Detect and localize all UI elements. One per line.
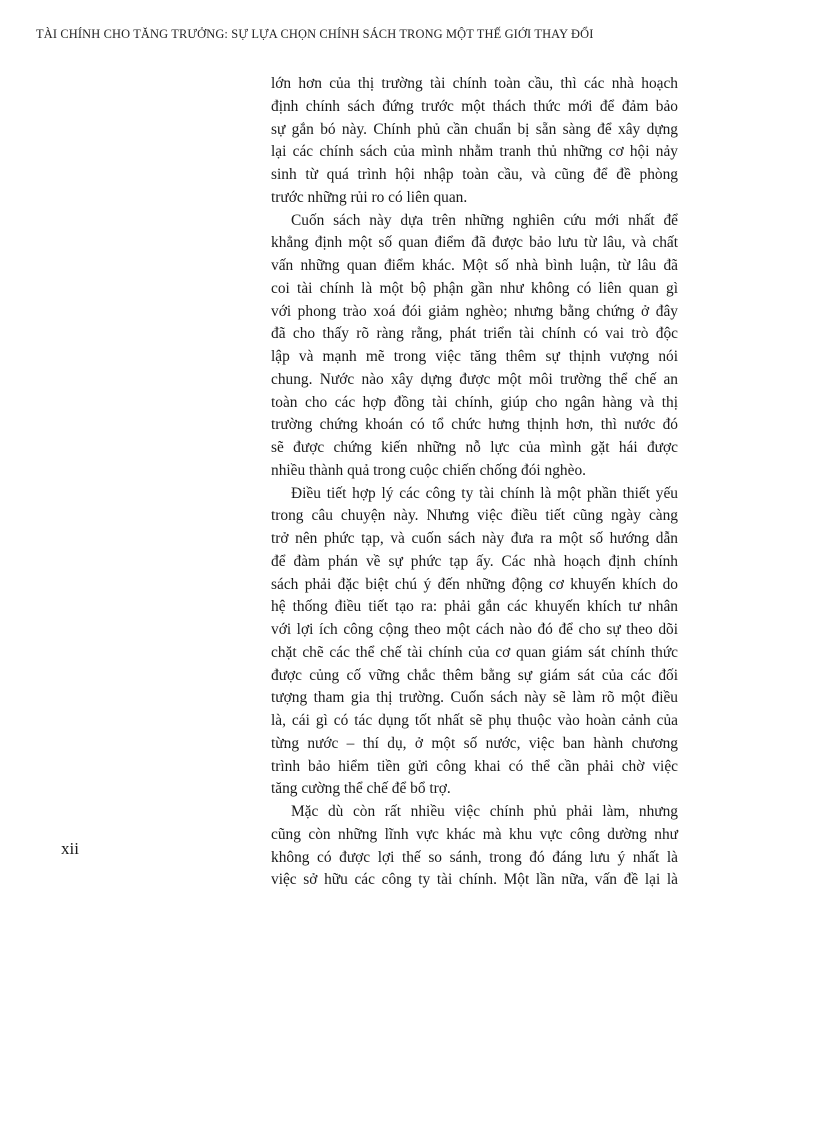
text-line: trở nên phức tạp, và cuốn sách này đưa ra một số hướng dẫn [271, 530, 678, 547]
text-line: lớn hơn của thị trường tài chính toàn cầu, thì các nhà hoạch [271, 75, 678, 92]
text-line: Điều tiết hợp lý các công ty tài chính là một phần thiết yếu [291, 484, 678, 502]
text-line: Cuốn sách này dựa trên những nghiên cứu mới nhất để [291, 211, 678, 229]
text-line: chặt chẽ các thể chế tài chính của cơ quan giám sát chính thức [271, 643, 678, 661]
text-line: sách phải đặc biệt chú ý đến những động cơ khuyến khích do [271, 575, 678, 593]
text-line: nhiều thành quả trong cuộc chiến chống đói nghèo. [271, 461, 586, 479]
text-line: trường chứng khoán có tổ chức hưng thịnh hơn, thì nước đó [271, 416, 678, 434]
text-line: khẳng định một số quan điểm đã được bảo lưu từ lâu, và chất [271, 234, 678, 252]
text-line: được củng cố vững chắc thêm bằng sự giám sát của các đối [271, 666, 678, 684]
text-line: từng nước – thí dụ, ở một số nước, việc ban hành chương [271, 734, 678, 752]
text-line: sinh từ quá trình hội nhập toàn cầu, và cũng để đề phòng [271, 166, 678, 183]
text-line: tăng cường thể chế để bổ trợ. [271, 780, 451, 798]
text-line: coi tài chính là một bộ phận gần như không có liên quan gì [271, 279, 678, 297]
text-line: sẽ được chứng kiến những nỗ lực của mình gặt hái được [271, 439, 678, 456]
page-number: xii [61, 839, 79, 858]
text-line: hệ thống điều tiết tạo ra: phải gắn các khuyến khích tư nhân [271, 598, 678, 616]
text-line: là, cái gì có tác dụng tốt nhất sẽ phụ thuộc vào hoàn cảnh của [271, 712, 678, 729]
running-header: TÀI CHÍNH CHO TĂNG TRƯỞNG: SỰ LỰA CHỌN CHÍNH SÁCH TRONG MỘT THẾ GIỚI THAY ĐỔI [36, 27, 594, 41]
text-line: đã cho thấy rõ ràng rằng, phát triển tài chính có vai trò độc [271, 325, 678, 343]
text-line: với phong trào xoá đói giảm nghèo; nhưng bằng chứng ở đây [271, 302, 678, 320]
text-line: sự gắn bó này. Chính phủ cần chuẩn bị sẵn sàng để xây dựng [271, 120, 678, 138]
text-line: Mặc dù còn rất nhiều việc chính phủ phải làm, nhưng [291, 803, 678, 820]
text-line: tượng tham gia thị trường. Cuốn sách này sẽ làm rõ một điều [271, 689, 678, 707]
text-line: trình bảo hiểm tiền gửi công khai có thể cần phải chờ việc [271, 757, 678, 775]
text-line: với lợi ích công cộng theo một cách nào đó để cho sự theo dõi [271, 621, 678, 638]
text-line: cũng còn những lĩnh vực khác mà khu vực công dường như [271, 825, 678, 843]
text-line: trước những rủi ro có liên quan. [271, 188, 468, 206]
body-text [271, 73, 678, 892]
text-line: lại các chính sách của mình nhằm tranh thủ những cơ hội nảy [271, 143, 678, 161]
text-line: việc sở hữu các công ty tài chính. Một lần nữa, vấn đề lại là [271, 871, 678, 889]
text-line: toàn cho các hợp đồng tài chính, giúp cho ngân hàng và thị [271, 393, 678, 411]
text-line: định chính sách đứng trước một thách thức mới để đảm bảo [271, 97, 678, 115]
text-line: để đàm phán về sự phức tạp ấy. Các nhà hoạch định chính [271, 552, 678, 570]
text-line: lập và mạnh mẽ trong việc tăng thêm sự thịnh vượng nói [271, 348, 678, 365]
text-line: vấn những quan điểm khác. Một số nhà bình luận, từ lâu đã [271, 257, 678, 274]
text-line: chung. Nước nào xây dựng được một môi trường thể chế an [271, 370, 678, 388]
text-line: trong câu chuyện này. Nhưng việc điều tiết cũng ngày càng [271, 507, 678, 525]
text-line: không có được lợi thế so sánh, trong đó đáng lưu ý nhất là [271, 848, 678, 866]
